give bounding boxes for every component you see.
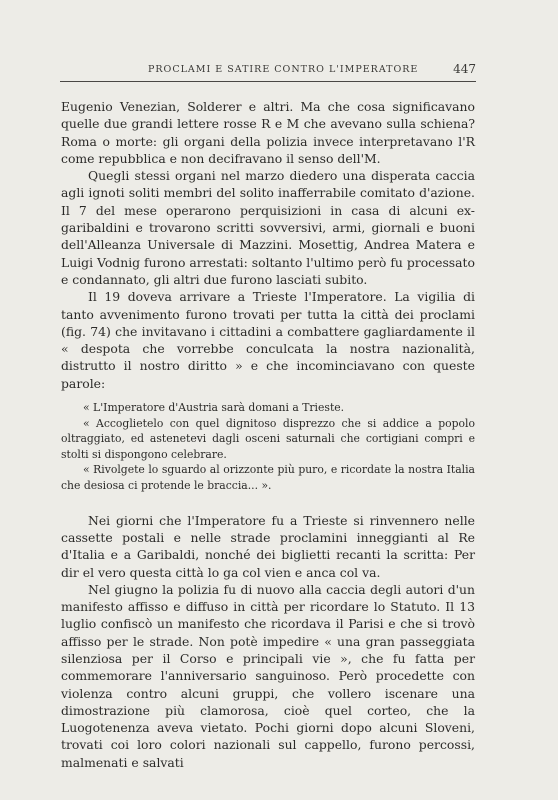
section-gap	[61, 494, 475, 512]
quote-line: « Accoglietelo con quel dignitoso disprezzo che si addice a popolo oltraggiato, ed astenetevi dagli osceni saturnali che cortigiani compri e stolti si dispongono celebrare.	[61, 416, 475, 461]
page-number: 447	[453, 62, 476, 76]
paragraph: Nel giugno la polizia fu di nuovo alla caccia degli autori d'un manifesto affisso e diffuso in città per ricordare lo Statuto. Il 13 luglio confiscò un manifesto che ricordava il Parisi e che si trovò affisso per le strade. Non potè impedire « una gran passeggiata silenziosa per il Corso e principali vie », che fu fatta per commemorare l'anniversario sanguinoso. Però procedette con violenza contro alcuni gruppi, che vollero iscenare una dimostrazione più clamorosa, cioè quel corteo, che la Luogotenenza aveva vietato. Pochi giorni dopo alcuni Sloveni, trovati coi loro colori nazionali sul cappello, furono percossi, malmenati e salvati	[61, 581, 475, 770]
quote-line: « Rivolgete lo sguardo al orizzonte più puro, e ricordate la nostra Italia che desiosa ci protende le braccia... ».	[61, 463, 475, 493]
quote-line: « L'Imperatore d'Austria sarà domani a Trieste.	[83, 401, 345, 415]
paragraph: Nei giorni che l'Imperatore fu a Trieste si rinvennero nelle cassette postali e nelle strade proclamini inneggianti al Re d'Italia e a Garibaldi, nonché dei biglietti recanti la scritta: Per dir el vero questa città lo ga col vien e anca col va.	[61, 512, 475, 580]
paragraph: Eugenio Venezian, Solderer e altri. Ma che cosa significavano quelle due grandi lettere rosse R e M che avevano sulla schiena? Roma o morte: gli organi della polizia invece interpretavano l'R come repubblica e non decifravano il senso dell'M.	[61, 99, 475, 166]
header-title: PROCLAMI E SATIRE CONTRO L'IMPERATORE	[148, 64, 419, 75]
header-rule	[60, 81, 476, 82]
quoted-proclamation	[61, 400, 475, 494]
paragraph: Quegli stessi organi nel marzo diedero una disperata caccia agli ignoti soliti membri del solito inafferrabile comitato d'azione. Il 7 del mese operarono perquisizioni in casa di alcuni ex-garibaldini e trovarono scritti sovversivi, armi, giornali e buoni dell'Alleanza Universale di Mazzini. Mosettig, Andrea Matera e Luigi Vodnig furono arrestati: soltanto l'ultimo però fu processato e condannato, gli altri due furono lasciati subito.	[61, 168, 475, 287]
body-text	[61, 98, 475, 771]
paragraph: Il 19 doveva arrivare a Trieste l'Imperatore. La vigilia di tanto avvenimento furono trovati per tutta la città dei proclami (fig. 74) che invitavano i cittadini a combattere gagliardamente il « despota che vorrebbe conculcata la nostra nazionalità, distrutto il nostro diritto » e che incominciavano con queste parole:	[61, 289, 475, 391]
running-header	[60, 64, 476, 82]
